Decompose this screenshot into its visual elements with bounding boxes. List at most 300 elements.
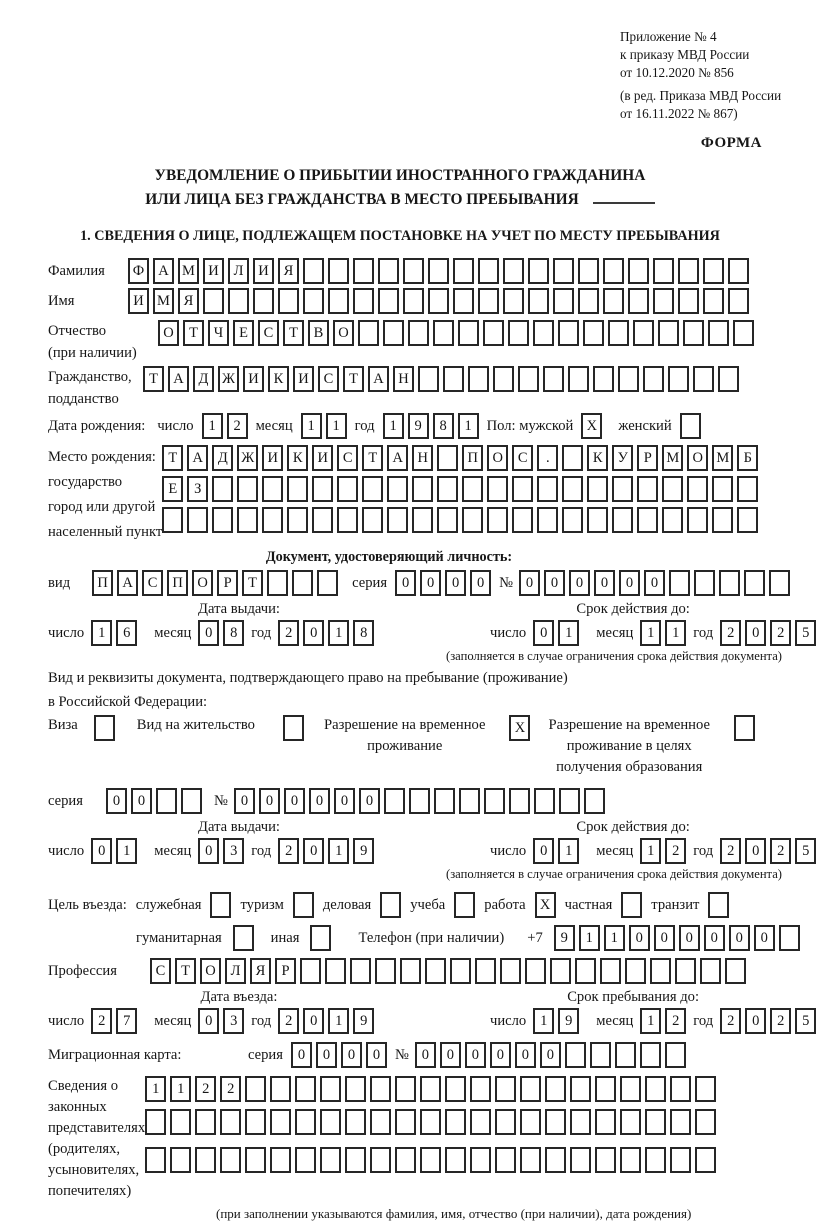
- char-box[interactable]: [633, 320, 654, 346]
- char-box[interactable]: [495, 1109, 516, 1135]
- char-box[interactable]: Л: [225, 958, 246, 984]
- char-box[interactable]: 1: [301, 413, 322, 439]
- char-box[interactable]: [295, 1109, 316, 1135]
- char-box[interactable]: 1: [91, 620, 112, 646]
- char-box[interactable]: 9: [408, 413, 429, 439]
- char-box[interactable]: 0: [303, 620, 324, 646]
- char-box[interactable]: [640, 1042, 661, 1068]
- char-box[interactable]: [512, 476, 533, 502]
- char-box[interactable]: [145, 1147, 166, 1173]
- char-box[interactable]: [612, 476, 633, 502]
- char-box[interactable]: С: [142, 570, 163, 596]
- char-box[interactable]: И: [243, 366, 264, 392]
- char-box[interactable]: [590, 1042, 611, 1068]
- char-box[interactable]: 3: [223, 1008, 244, 1034]
- char-box[interactable]: [387, 476, 408, 502]
- char-box[interactable]: [345, 1076, 366, 1102]
- char-box[interactable]: [545, 1076, 566, 1102]
- char-box[interactable]: [693, 366, 714, 392]
- char-box[interactable]: [483, 320, 504, 346]
- char-box[interactable]: Т: [283, 320, 304, 346]
- char-box[interactable]: [687, 476, 708, 502]
- char-box[interactable]: [628, 258, 649, 284]
- char-box[interactable]: 0: [629, 925, 650, 951]
- char-box[interactable]: [370, 1109, 391, 1135]
- char-box[interactable]: [303, 288, 324, 314]
- char-box[interactable]: О: [687, 445, 708, 471]
- char-box[interactable]: 1: [665, 620, 686, 646]
- char-box[interactable]: [362, 476, 383, 502]
- char-box[interactable]: 0: [440, 1042, 461, 1068]
- char-box[interactable]: [734, 715, 755, 741]
- char-box[interactable]: [287, 507, 308, 533]
- char-box[interactable]: X: [581, 413, 602, 439]
- char-box[interactable]: 5: [795, 838, 816, 864]
- char-box[interactable]: [220, 1109, 241, 1135]
- char-box[interactable]: Т: [362, 445, 383, 471]
- char-box[interactable]: [162, 507, 183, 533]
- char-box[interactable]: [533, 320, 554, 346]
- char-box[interactable]: [450, 958, 471, 984]
- char-box[interactable]: [337, 507, 358, 533]
- char-box[interactable]: [378, 258, 399, 284]
- char-box[interactable]: Д: [193, 366, 214, 392]
- char-box[interactable]: [420, 1076, 441, 1102]
- char-box[interactable]: [603, 288, 624, 314]
- char-box[interactable]: [300, 958, 321, 984]
- char-box[interactable]: [587, 476, 608, 502]
- char-box[interactable]: 0: [420, 570, 441, 596]
- char-box[interactable]: 1: [458, 413, 479, 439]
- char-box[interactable]: [537, 476, 558, 502]
- char-box[interactable]: 0: [644, 570, 665, 596]
- char-box[interactable]: 1: [116, 838, 137, 864]
- char-box[interactable]: 0: [519, 570, 540, 596]
- char-box[interactable]: [237, 507, 258, 533]
- char-box[interactable]: 9: [558, 1008, 579, 1034]
- char-box[interactable]: [670, 1109, 691, 1135]
- char-box[interactable]: Р: [275, 958, 296, 984]
- char-box[interactable]: [578, 288, 599, 314]
- char-box[interactable]: 0: [359, 788, 380, 814]
- char-box[interactable]: [662, 507, 683, 533]
- char-box[interactable]: 1: [383, 413, 404, 439]
- char-box[interactable]: [512, 507, 533, 533]
- char-box[interactable]: С: [512, 445, 533, 471]
- char-box[interactable]: [570, 1147, 591, 1173]
- char-box[interactable]: [553, 258, 574, 284]
- char-box[interactable]: Е: [233, 320, 254, 346]
- char-box[interactable]: 0: [754, 925, 775, 951]
- char-box[interactable]: 1: [328, 620, 349, 646]
- char-box[interactable]: [212, 476, 233, 502]
- char-box[interactable]: О: [192, 570, 213, 596]
- char-box[interactable]: 2: [278, 1008, 299, 1034]
- char-box[interactable]: [683, 320, 704, 346]
- char-box[interactable]: 0: [729, 925, 750, 951]
- char-box[interactable]: [443, 366, 464, 392]
- char-box[interactable]: 0: [445, 570, 466, 596]
- char-box[interactable]: [237, 476, 258, 502]
- char-box[interactable]: [621, 892, 642, 918]
- char-box[interactable]: [195, 1147, 216, 1173]
- char-box[interactable]: [595, 1076, 616, 1102]
- char-box[interactable]: [550, 958, 571, 984]
- char-box[interactable]: 1: [640, 838, 661, 864]
- char-box[interactable]: [437, 476, 458, 502]
- char-box[interactable]: [695, 1109, 716, 1135]
- char-box[interactable]: [503, 288, 524, 314]
- char-box[interactable]: Ф: [128, 258, 149, 284]
- char-box[interactable]: [618, 366, 639, 392]
- char-box[interactable]: 0: [745, 620, 766, 646]
- char-box[interactable]: [434, 788, 455, 814]
- char-box[interactable]: [700, 958, 721, 984]
- char-box[interactable]: [650, 958, 671, 984]
- char-box[interactable]: [484, 788, 505, 814]
- char-box[interactable]: [669, 570, 690, 596]
- char-box[interactable]: 1: [170, 1076, 191, 1102]
- char-box[interactable]: И: [253, 258, 274, 284]
- char-box[interactable]: [615, 1042, 636, 1068]
- char-box[interactable]: 0: [198, 620, 219, 646]
- char-box[interactable]: [695, 1076, 716, 1102]
- char-box[interactable]: А: [187, 445, 208, 471]
- char-box[interactable]: [600, 958, 621, 984]
- char-box[interactable]: К: [268, 366, 289, 392]
- char-box[interactable]: Д: [212, 445, 233, 471]
- char-box[interactable]: Я: [250, 958, 271, 984]
- char-box[interactable]: [703, 288, 724, 314]
- char-box[interactable]: 0: [106, 788, 127, 814]
- char-box[interactable]: [437, 445, 458, 471]
- char-box[interactable]: [320, 1076, 341, 1102]
- char-box[interactable]: [678, 288, 699, 314]
- char-box[interactable]: [428, 288, 449, 314]
- char-box[interactable]: 2: [720, 620, 741, 646]
- char-box[interactable]: [665, 1042, 686, 1068]
- char-box[interactable]: 0: [544, 570, 565, 596]
- char-box[interactable]: [418, 366, 439, 392]
- char-box[interactable]: [595, 1109, 616, 1135]
- char-box[interactable]: [645, 1147, 666, 1173]
- char-box[interactable]: [420, 1147, 441, 1173]
- char-box[interactable]: 2: [720, 1008, 741, 1034]
- char-box[interactable]: 0: [303, 838, 324, 864]
- char-box[interactable]: [395, 1147, 416, 1173]
- char-box[interactable]: [675, 958, 696, 984]
- char-box[interactable]: А: [153, 258, 174, 284]
- char-box[interactable]: [509, 788, 530, 814]
- char-box[interactable]: 2: [665, 838, 686, 864]
- char-box[interactable]: [678, 258, 699, 284]
- char-box[interactable]: 0: [259, 788, 280, 814]
- char-box[interactable]: [584, 788, 605, 814]
- char-box[interactable]: [445, 1076, 466, 1102]
- char-box[interactable]: А: [368, 366, 389, 392]
- char-box[interactable]: [562, 507, 583, 533]
- char-box[interactable]: А: [117, 570, 138, 596]
- char-box[interactable]: 1: [579, 925, 600, 951]
- char-box[interactable]: [578, 258, 599, 284]
- char-box[interactable]: [370, 1147, 391, 1173]
- char-box[interactable]: [558, 320, 579, 346]
- char-box[interactable]: 0: [341, 1042, 362, 1068]
- char-box[interactable]: 1: [604, 925, 625, 951]
- char-box[interactable]: [320, 1109, 341, 1135]
- char-box[interactable]: Л: [228, 258, 249, 284]
- char-box[interactable]: П: [92, 570, 113, 596]
- char-box[interactable]: 0: [198, 838, 219, 864]
- char-box[interactable]: [433, 320, 454, 346]
- char-box[interactable]: [769, 570, 790, 596]
- char-box[interactable]: [270, 1109, 291, 1135]
- char-box[interactable]: [525, 958, 546, 984]
- char-box[interactable]: [680, 413, 701, 439]
- char-box[interactable]: 0: [533, 838, 554, 864]
- char-box[interactable]: 0: [654, 925, 675, 951]
- char-box[interactable]: 2: [720, 838, 741, 864]
- char-box[interactable]: Ж: [218, 366, 239, 392]
- char-box[interactable]: Ж: [237, 445, 258, 471]
- char-box[interactable]: [228, 288, 249, 314]
- char-box[interactable]: 2: [227, 413, 248, 439]
- char-box[interactable]: [520, 1147, 541, 1173]
- char-box[interactable]: [203, 288, 224, 314]
- char-box[interactable]: 1: [145, 1076, 166, 1102]
- char-box[interactable]: 1: [328, 1008, 349, 1034]
- char-box[interactable]: [345, 1147, 366, 1173]
- char-box[interactable]: [708, 320, 729, 346]
- char-box[interactable]: 0: [91, 838, 112, 864]
- char-box[interactable]: [170, 1147, 191, 1173]
- char-box[interactable]: 1: [640, 1008, 661, 1034]
- char-box[interactable]: [470, 1076, 491, 1102]
- char-box[interactable]: [270, 1076, 291, 1102]
- char-box[interactable]: 0: [309, 788, 330, 814]
- char-box[interactable]: [320, 1147, 341, 1173]
- char-box[interactable]: [528, 258, 549, 284]
- char-box[interactable]: [562, 476, 583, 502]
- char-box[interactable]: [645, 1076, 666, 1102]
- char-box[interactable]: [375, 958, 396, 984]
- char-box[interactable]: 0: [395, 570, 416, 596]
- char-box[interactable]: 9: [353, 1008, 374, 1034]
- char-box[interactable]: [453, 288, 474, 314]
- char-box[interactable]: [583, 320, 604, 346]
- char-box[interactable]: [459, 788, 480, 814]
- char-box[interactable]: [462, 476, 483, 502]
- char-box[interactable]: [312, 476, 333, 502]
- char-box[interactable]: [712, 507, 733, 533]
- char-box[interactable]: 0: [745, 838, 766, 864]
- char-box[interactable]: [395, 1109, 416, 1135]
- char-box[interactable]: [292, 570, 313, 596]
- char-box[interactable]: [779, 925, 800, 951]
- char-box[interactable]: [520, 1076, 541, 1102]
- char-box[interactable]: [478, 288, 499, 314]
- char-box[interactable]: Н: [412, 445, 433, 471]
- char-box[interactable]: X: [535, 892, 556, 918]
- char-box[interactable]: [620, 1147, 641, 1173]
- char-box[interactable]: [345, 1109, 366, 1135]
- char-box[interactable]: [454, 892, 475, 918]
- char-box[interactable]: 0: [704, 925, 725, 951]
- char-box[interactable]: [293, 892, 314, 918]
- char-box[interactable]: [420, 1109, 441, 1135]
- char-box[interactable]: [395, 1076, 416, 1102]
- char-box[interactable]: Р: [637, 445, 658, 471]
- char-box[interactable]: [725, 958, 746, 984]
- char-box[interactable]: З: [187, 476, 208, 502]
- char-box[interactable]: [603, 258, 624, 284]
- char-box[interactable]: [628, 288, 649, 314]
- char-box[interactable]: Н: [393, 366, 414, 392]
- char-box[interactable]: [593, 366, 614, 392]
- char-box[interactable]: Т: [162, 445, 183, 471]
- char-box[interactable]: [612, 507, 633, 533]
- char-box[interactable]: 0: [619, 570, 640, 596]
- char-box[interactable]: [267, 570, 288, 596]
- char-box[interactable]: [545, 1147, 566, 1173]
- char-box[interactable]: [587, 507, 608, 533]
- char-box[interactable]: [595, 1147, 616, 1173]
- char-box[interactable]: 2: [665, 1008, 686, 1034]
- char-box[interactable]: 8: [353, 620, 374, 646]
- char-box[interactable]: [468, 366, 489, 392]
- char-box[interactable]: [737, 507, 758, 533]
- char-box[interactable]: [670, 1076, 691, 1102]
- char-box[interactable]: 0: [234, 788, 255, 814]
- char-box[interactable]: 2: [770, 1008, 791, 1034]
- char-box[interactable]: [708, 892, 729, 918]
- char-box[interactable]: О: [158, 320, 179, 346]
- char-box[interactable]: [658, 320, 679, 346]
- char-box[interactable]: [425, 958, 446, 984]
- char-box[interactable]: [470, 1109, 491, 1135]
- char-box[interactable]: [462, 507, 483, 533]
- char-box[interactable]: Е: [162, 476, 183, 502]
- char-box[interactable]: Т: [183, 320, 204, 346]
- char-box[interactable]: 9: [353, 838, 374, 864]
- char-box[interactable]: [718, 366, 739, 392]
- char-box[interactable]: [210, 892, 231, 918]
- char-box[interactable]: 0: [533, 620, 554, 646]
- char-box[interactable]: 2: [278, 620, 299, 646]
- char-box[interactable]: [245, 1076, 266, 1102]
- char-box[interactable]: 1: [558, 838, 579, 864]
- char-box[interactable]: [212, 507, 233, 533]
- char-box[interactable]: [325, 958, 346, 984]
- char-box[interactable]: [437, 507, 458, 533]
- char-box[interactable]: [470, 1147, 491, 1173]
- char-box[interactable]: И: [203, 258, 224, 284]
- char-box[interactable]: [668, 366, 689, 392]
- char-box[interactable]: 0: [569, 570, 590, 596]
- char-box[interactable]: [520, 1109, 541, 1135]
- char-box[interactable]: [378, 288, 399, 314]
- char-box[interactable]: [537, 507, 558, 533]
- char-box[interactable]: [170, 1109, 191, 1135]
- char-box[interactable]: [350, 958, 371, 984]
- char-box[interactable]: 5: [795, 1008, 816, 1034]
- char-box[interactable]: К: [287, 445, 308, 471]
- char-box[interactable]: [278, 288, 299, 314]
- char-box[interactable]: 0: [540, 1042, 561, 1068]
- char-box[interactable]: [384, 788, 405, 814]
- char-box[interactable]: 8: [433, 413, 454, 439]
- char-box[interactable]: 2: [195, 1076, 216, 1102]
- char-box[interactable]: [253, 288, 274, 314]
- char-box[interactable]: [337, 476, 358, 502]
- char-box[interactable]: Т: [343, 366, 364, 392]
- char-box[interactable]: [412, 476, 433, 502]
- char-box[interactable]: [495, 1147, 516, 1173]
- char-box[interactable]: [400, 958, 421, 984]
- char-box[interactable]: [487, 507, 508, 533]
- char-box[interactable]: [156, 788, 177, 814]
- char-box[interactable]: [445, 1109, 466, 1135]
- char-box[interactable]: [428, 258, 449, 284]
- char-box[interactable]: [625, 958, 646, 984]
- char-box[interactable]: [145, 1109, 166, 1135]
- char-box[interactable]: 3: [223, 838, 244, 864]
- char-box[interactable]: [645, 1109, 666, 1135]
- char-box[interactable]: [412, 507, 433, 533]
- char-box[interactable]: .: [537, 445, 558, 471]
- char-box[interactable]: И: [262, 445, 283, 471]
- char-box[interactable]: А: [387, 445, 408, 471]
- char-box[interactable]: [543, 366, 564, 392]
- char-box[interactable]: 0: [465, 1042, 486, 1068]
- char-box[interactable]: Я: [178, 288, 199, 314]
- char-box[interactable]: [317, 570, 338, 596]
- char-box[interactable]: [568, 366, 589, 392]
- char-box[interactable]: М: [712, 445, 733, 471]
- char-box[interactable]: Т: [175, 958, 196, 984]
- char-box[interactable]: [570, 1109, 591, 1135]
- char-box[interactable]: П: [462, 445, 483, 471]
- char-box[interactable]: [383, 320, 404, 346]
- char-box[interactable]: [458, 320, 479, 346]
- char-box[interactable]: М: [662, 445, 683, 471]
- char-box[interactable]: [703, 258, 724, 284]
- char-box[interactable]: Т: [143, 366, 164, 392]
- char-box[interactable]: 2: [278, 838, 299, 864]
- char-box[interactable]: [403, 258, 424, 284]
- char-box[interactable]: [409, 788, 430, 814]
- char-box[interactable]: [403, 288, 424, 314]
- char-box[interactable]: [608, 320, 629, 346]
- char-box[interactable]: [653, 258, 674, 284]
- char-box[interactable]: 2: [770, 838, 791, 864]
- char-box[interactable]: М: [178, 258, 199, 284]
- char-box[interactable]: 7: [116, 1008, 137, 1034]
- char-box[interactable]: [94, 715, 115, 741]
- char-box[interactable]: [283, 715, 304, 741]
- char-box[interactable]: П: [167, 570, 188, 596]
- char-box[interactable]: 0: [334, 788, 355, 814]
- char-box[interactable]: М: [153, 288, 174, 314]
- char-box[interactable]: [262, 507, 283, 533]
- char-box[interactable]: О: [333, 320, 354, 346]
- char-box[interactable]: А: [168, 366, 189, 392]
- char-box[interactable]: [287, 476, 308, 502]
- char-box[interactable]: [262, 476, 283, 502]
- char-box[interactable]: [719, 570, 740, 596]
- char-box[interactable]: [733, 320, 754, 346]
- char-box[interactable]: [559, 788, 580, 814]
